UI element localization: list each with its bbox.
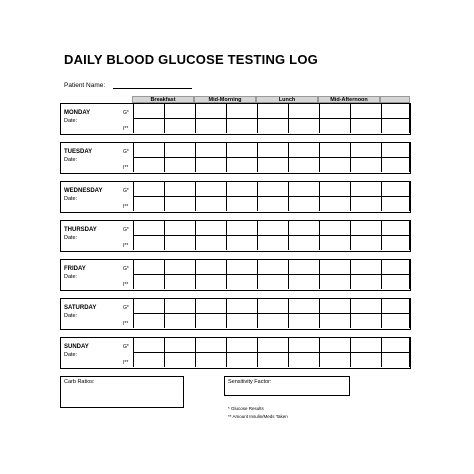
glucose-row-label: G*	[123, 110, 129, 116]
grid-column-divider	[195, 221, 196, 250]
grid-column-divider	[381, 221, 382, 250]
glucose-row-label: G*	[123, 227, 129, 233]
grid-column-divider	[226, 338, 227, 367]
meal-header-bar	[132, 96, 410, 103]
note-glucose: * Glucose Results	[228, 406, 264, 411]
insulin-row-label: I**	[123, 360, 129, 366]
grid-row-divider	[133, 352, 409, 353]
header-mid-morning: Mid-Morning	[194, 96, 256, 103]
note-insulin: ** Amount Insulin/Meds Taken	[228, 414, 288, 419]
grid-column-divider	[133, 182, 134, 211]
grid-column-divider	[257, 299, 258, 328]
header-extra	[380, 96, 410, 103]
day-name: FRIDAY	[64, 266, 86, 272]
grid-column-divider	[288, 143, 289, 172]
grid-column-divider	[319, 221, 320, 250]
grid-column-divider	[133, 299, 134, 328]
grid-column-divider	[381, 143, 382, 172]
grid-column-divider	[257, 182, 258, 211]
glucose-row-label: G*	[123, 188, 129, 194]
grid-column-divider	[164, 260, 165, 289]
date-label: Date:	[64, 118, 78, 124]
grid-column-divider	[409, 299, 410, 328]
grid-column-divider	[350, 182, 351, 211]
entry-grid[interactable]	[133, 299, 409, 328]
grid-column-divider	[257, 221, 258, 250]
grid-column-divider	[350, 260, 351, 289]
entry-grid[interactable]	[133, 143, 409, 172]
grid-column-divider	[319, 182, 320, 211]
grid-column-divider	[226, 260, 227, 289]
grid-column-divider	[133, 221, 134, 250]
grid-column-divider	[350, 104, 351, 133]
grid-column-divider	[288, 299, 289, 328]
day-block-sunday	[60, 337, 411, 369]
grid-column-divider	[226, 143, 227, 172]
grid-column-divider	[133, 143, 134, 172]
day-name: SATURDAY	[64, 305, 97, 311]
grid-column-divider	[381, 104, 382, 133]
grid-column-divider	[409, 182, 410, 211]
grid-column-divider	[319, 338, 320, 367]
grid-column-divider	[288, 338, 289, 367]
day-block-friday	[60, 259, 411, 291]
carb-ratios-box[interactable]	[60, 376, 184, 408]
grid-column-divider	[257, 143, 258, 172]
insulin-row-label: I**	[123, 282, 129, 288]
grid-column-divider	[133, 104, 134, 133]
day-name: WEDNESDAY	[64, 188, 103, 194]
grid-column-divider	[350, 221, 351, 250]
grid-column-divider	[257, 338, 258, 367]
entry-grid[interactable]	[133, 221, 409, 250]
grid-column-divider	[257, 104, 258, 133]
grid-column-divider	[319, 299, 320, 328]
patient-name-field[interactable]	[113, 88, 192, 89]
grid-column-divider	[288, 182, 289, 211]
grid-row-divider	[133, 196, 409, 197]
grid-row-divider	[133, 118, 409, 119]
grid-column-divider	[164, 338, 165, 367]
grid-column-divider	[409, 260, 410, 289]
grid-column-divider	[350, 299, 351, 328]
grid-column-divider	[409, 143, 410, 172]
grid-column-divider	[133, 338, 134, 367]
grid-column-divider	[164, 104, 165, 133]
header-mid-afternoon: Mid-Afternoon	[318, 96, 380, 103]
grid-column-divider	[226, 299, 227, 328]
day-name: MONDAY	[64, 110, 91, 116]
grid-column-divider	[257, 260, 258, 289]
grid-column-divider	[409, 338, 410, 367]
patient-name-label: Patient Name:	[64, 82, 106, 89]
grid-column-divider	[164, 143, 165, 172]
grid-column-divider	[288, 104, 289, 133]
grid-column-divider	[195, 299, 196, 328]
grid-column-divider	[195, 143, 196, 172]
grid-column-divider	[288, 221, 289, 250]
grid-row-divider	[133, 313, 409, 314]
grid-column-divider	[226, 221, 227, 250]
grid-column-divider	[195, 182, 196, 211]
date-label: Date:	[64, 157, 78, 163]
insulin-row-label: I**	[123, 243, 129, 249]
glucose-row-label: G*	[123, 266, 129, 272]
insulin-row-label: I**	[123, 321, 129, 327]
glucose-row-label: G*	[123, 305, 129, 311]
header-lunch: Lunch	[256, 96, 318, 103]
sensitivity-factor-label: Sensitivity Factor:	[228, 379, 272, 385]
grid-row-divider	[133, 274, 409, 275]
grid-column-divider	[195, 338, 196, 367]
grid-column-divider	[350, 143, 351, 172]
grid-column-divider	[319, 260, 320, 289]
insulin-row-label: I**	[123, 126, 129, 132]
date-label: Date:	[64, 235, 78, 241]
grid-column-divider	[164, 299, 165, 328]
date-label: Date:	[64, 352, 78, 358]
day-name: THURSDAY	[64, 227, 97, 233]
entry-grid[interactable]	[133, 104, 409, 133]
entry-grid[interactable]	[133, 260, 409, 289]
grid-column-divider	[226, 182, 227, 211]
grid-column-divider	[164, 221, 165, 250]
grid-column-divider	[226, 104, 227, 133]
grid-column-divider	[319, 143, 320, 172]
grid-column-divider	[350, 338, 351, 367]
glucose-row-label: G*	[123, 149, 129, 155]
grid-column-divider	[164, 182, 165, 211]
header-breakfast: Breakfast	[132, 96, 194, 103]
carb-ratios-label: Carb Ratios:	[64, 379, 95, 385]
grid-column-divider	[288, 260, 289, 289]
grid-column-divider	[319, 104, 320, 133]
date-label: Date:	[64, 274, 78, 280]
grid-column-divider	[381, 260, 382, 289]
entry-grid[interactable]	[133, 182, 409, 211]
grid-column-divider	[409, 104, 410, 133]
day-block-wednesday	[60, 181, 411, 213]
insulin-row-label: I**	[123, 165, 129, 171]
sensitivity-factor-box[interactable]	[224, 376, 350, 396]
grid-column-divider	[133, 260, 134, 289]
grid-column-divider	[195, 260, 196, 289]
grid-column-divider	[381, 338, 382, 367]
grid-column-divider	[381, 299, 382, 328]
date-label: Date:	[64, 196, 78, 202]
day-block-thursday	[60, 220, 411, 252]
grid-column-divider	[195, 104, 196, 133]
date-label: Date:	[64, 313, 78, 319]
day-block-monday	[60, 103, 411, 135]
day-block-saturday	[60, 298, 411, 330]
day-block-tuesday	[60, 142, 411, 174]
day-name: TUESDAY	[64, 149, 93, 155]
day-name: SUNDAY	[64, 344, 89, 350]
grid-column-divider	[409, 221, 410, 250]
entry-grid[interactable]	[133, 338, 409, 367]
grid-column-divider	[381, 182, 382, 211]
glucose-row-label: G*	[123, 344, 129, 350]
grid-row-divider	[133, 157, 409, 158]
insulin-row-label: I**	[123, 204, 129, 210]
page-title: DAILY BLOOD GLUCOSE TESTING LOG	[64, 52, 318, 67]
grid-row-divider	[133, 235, 409, 236]
